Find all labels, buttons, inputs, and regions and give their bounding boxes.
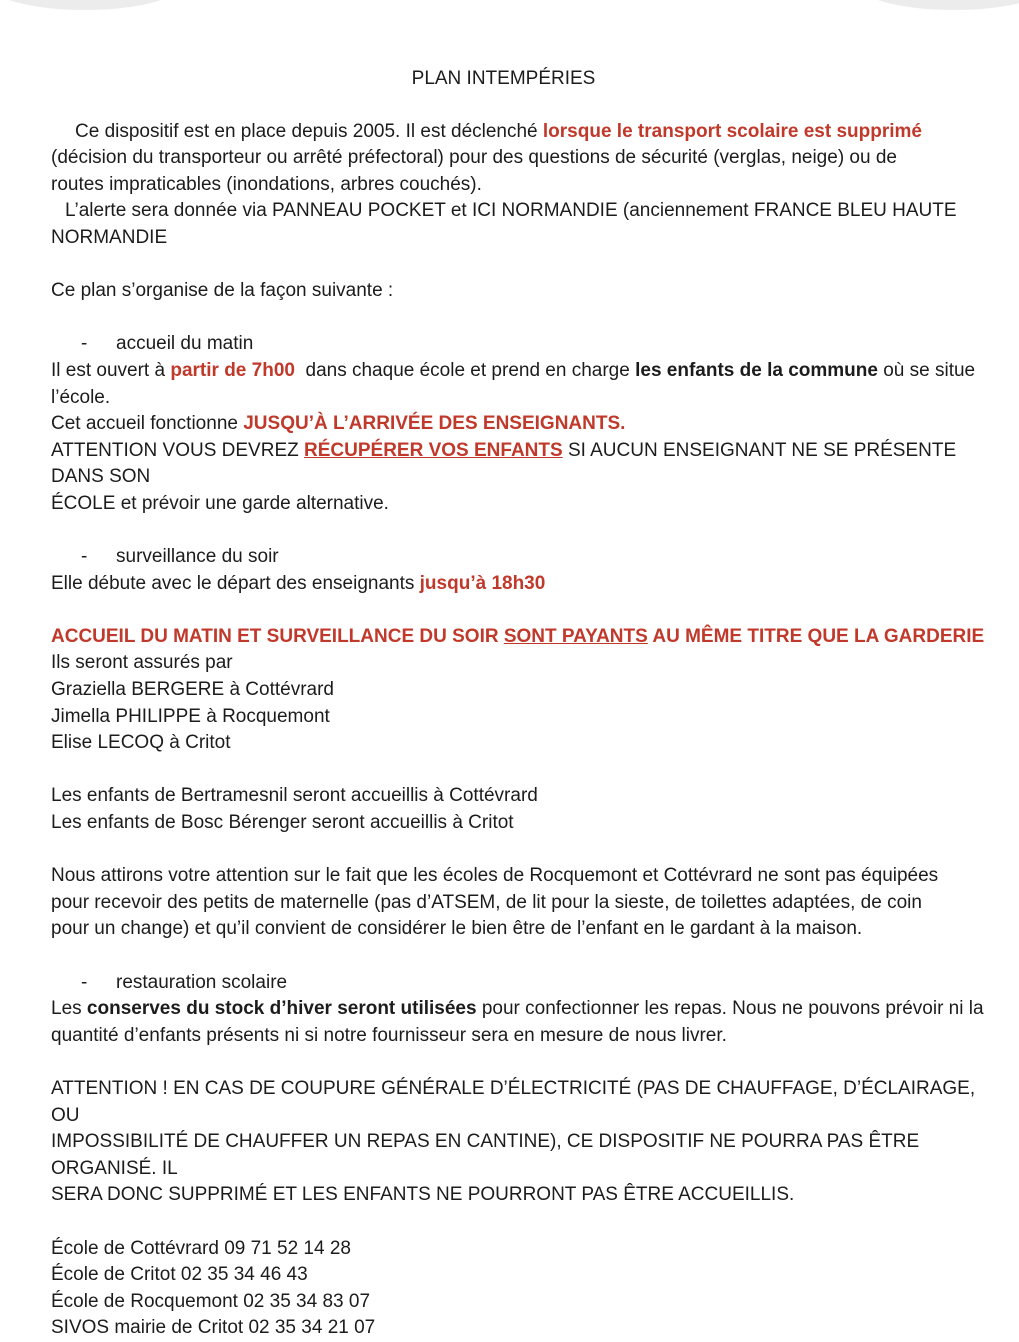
document-title: PLAN INTEMPÉRIES — [411, 68, 596, 89]
restauration-line-1: Les conserves du stock d’hiver seront utilisées pour confectionner les repas. Nous ne pouvons prévoir ni la — [51, 998, 984, 1020]
coupure-line: SERA DONC SUPPRIMÉ ET LES ENFANTS NE POURRONT PAS ÊTRE ACCUEILLIS. — [51, 1184, 795, 1206]
staff-member: Jimella PHILIPPE à Rocquemont — [51, 705, 330, 727]
alert-line-2: NORMANDIE — [51, 226, 168, 248]
highlight-conserves: conserves du stock d’hiver seront utilisées — [86, 998, 477, 1020]
intro-line-2: (décision du transporteur ou arrêté préfectoral) pour des questions de sécurité (verglas, neige) ou de — [51, 147, 897, 169]
matin-line-3: Cet accueil fonctionne JUSQU’À L’ARRIVÉE DES ENSEIGNANTS. — [51, 413, 626, 435]
matin-line-2: l’école. — [51, 386, 111, 408]
highlight-enfants-commune: les enfants de la commune — [635, 359, 878, 381]
section-accueil-matin — [51, 331, 1001, 517]
maternelle-line: Nous attirons votre attention sur le fait que les écoles de Rocquemont et Cottévrard ne sont pas équipées — [51, 865, 939, 887]
matin-line-5: ÉCOLE et prévoir une garde alternative. — [51, 492, 389, 514]
staff-member: Graziella BERGERE à Cottévrard — [51, 679, 334, 701]
section-restauration — [51, 970, 1001, 1050]
matin-line-1: Il est ouvert à partir de 7h00 dans chaque école et prend en charge les enfants de la commune où se situe — [51, 359, 976, 381]
bullet-restauration — [51, 970, 1001, 997]
accueillis-line: Les enfants de Bosc Bérenger seront accueillis à Critot — [51, 812, 514, 834]
section-surveillance-soir — [51, 544, 1001, 597]
highlight-7h00: partir de 7h00 — [170, 359, 295, 381]
scan-corner-shadow-left — [0, 0, 180, 10]
section-heading: accueil du matin — [116, 333, 254, 355]
alert-line-1: L’alerte sera donnée via PANNEAU POCKET et ICI NORMANDIE (anciennement FRANCE BLEU HAUTE — [65, 200, 957, 222]
highlight-arrivee-enseignants: JUSQU’À L’ARRIVÉE DES ENSEIGNANTS. — [243, 413, 626, 435]
soir-line-1: Elle débute avec le départ des enseignants jusqu’à 18h30 — [51, 572, 546, 594]
matin-line-4: ATTENTION VOUS DEVREZ RÉCUPÉRER VOS ENFANTS SI AUCUN ENSEIGNANT NE SE PRÉSENTE DANS SON — [51, 439, 957, 488]
intro-section — [51, 119, 1001, 252]
contact-line: SIVOS mairie de Critot 02 35 34 21 07 — [51, 1317, 376, 1339]
assures-intro: Ils seront assurés par — [51, 652, 233, 674]
document-page — [51, 66, 1001, 1342]
staff-member: Elise LECOQ à Critot — [51, 732, 231, 754]
highlight-18h30: jusqu’à 18h30 — [419, 572, 546, 594]
contact-line: École de Cottévrard 09 71 52 14 28 — [51, 1237, 351, 1259]
section-heading: restauration scolaire — [116, 971, 288, 993]
organisation-line: Ce plan s’organise de la façon suivante : — [51, 280, 394, 302]
accueillis-line: Les enfants de Bertramesnil seront accueillis à Cottévrard — [51, 785, 538, 807]
payant-notice: ACCUEIL DU MATIN ET SURVEILLANCE DU SOIR SONT PAYANTS AU MÊME TITRE QUE LA GARDERIE — [51, 625, 985, 647]
bullet-dash: - — [81, 971, 88, 993]
intro-line-3: routes impraticables (inondations, arbres couchés). — [51, 173, 482, 195]
highlight-recuperer-enfants: RÉCUPÉRER VOS ENFANTS — [304, 439, 563, 461]
maternelle-line: pour un change) et qu’il convient de considérer le bien être de l’enfant en le gardant à la maison. — [51, 918, 863, 940]
bullet-surveillance-soir — [51, 544, 1001, 571]
maternelle-line: pour recevoir des petits de maternelle (pas d’ATSEM, de lit pour la sieste, de toilettes adaptées, de coin — [51, 891, 922, 913]
contact-line: École de Critot 02 35 34 46 43 — [51, 1264, 308, 1286]
scan-corner-shadow-right — [859, 0, 1019, 10]
coupure-line: IMPOSSIBILITÉ DE CHAUFFER UN REPAS EN CANTINE), CE DISPOSITIF NE POURRA PAS ÊTRE ORGANISÉ. IL — [51, 1131, 920, 1179]
contact-list — [51, 1236, 1001, 1342]
highlight-transport-supprime: lorsque le transport scolaire est supprimé — [542, 120, 922, 142]
coupure-line: ATTENTION ! EN CAS DE COUPURE GÉNÉRALE D’ÉLECTRICITÉ (PAS DE CHAUFFAGE, D’ÉCLAIRAGE, OU — [51, 1077, 976, 1126]
bullet-accueil-matin — [51, 331, 1001, 358]
highlight-sont-payants: SONT PAYANTS — [503, 625, 648, 647]
intro-line-1: Ce dispositif est en place depuis 2005. Il est déclenché lorsque le transport scolaire est supprimé — [75, 120, 922, 142]
contact-line: École de Rocquemont 02 35 34 83 07 — [51, 1290, 371, 1312]
bullet-dash: - — [81, 546, 88, 568]
restauration-line-2: quantité d’enfants présents ni si notre fournisseur sera en mesure de nous livrer. — [51, 1024, 727, 1046]
section-heading: surveillance du soir — [116, 546, 279, 568]
bullet-dash: - — [81, 333, 88, 355]
